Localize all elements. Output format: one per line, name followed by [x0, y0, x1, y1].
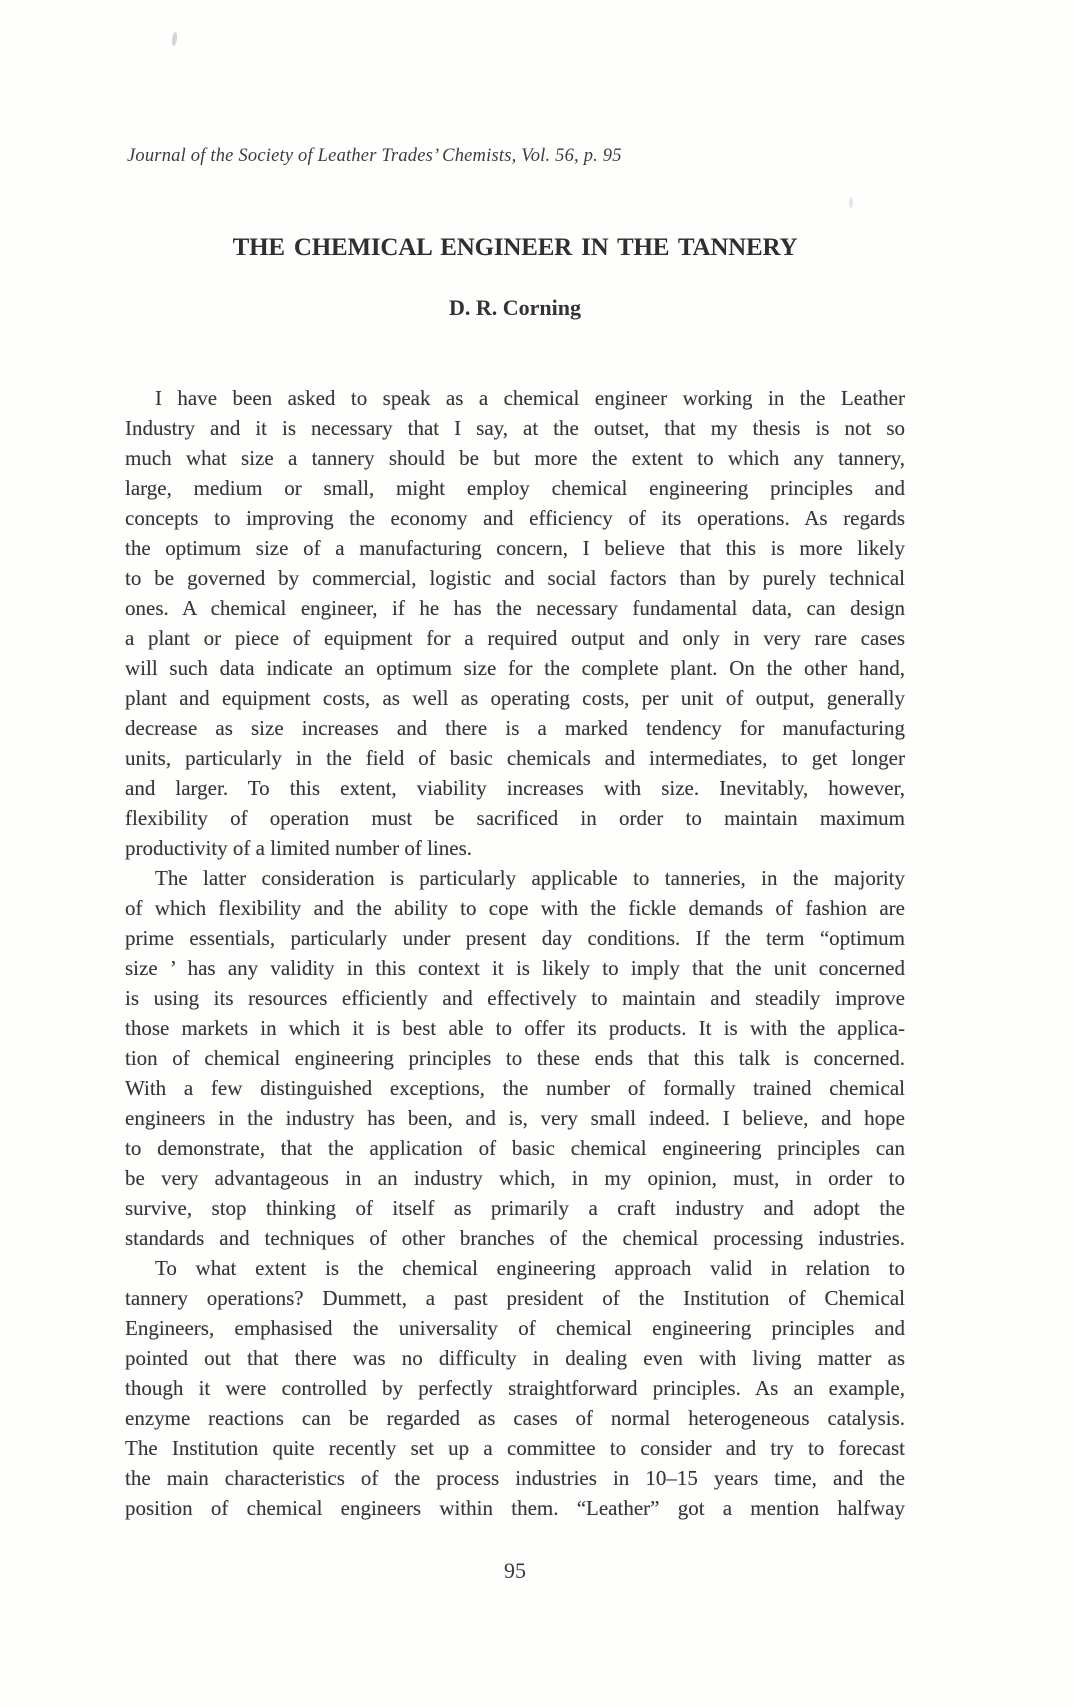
body-line: a plant or piece of equipment for a required output and only in very rare cases: [125, 626, 905, 650]
body-line: much what size a tannery should be but more the extent to which any tannery,: [125, 446, 905, 470]
body-text: [125, 383, 905, 1523]
paragraph: [125, 863, 905, 1253]
body-line: be very advantageous in an industry which, in my opinion, must, in order to: [125, 1166, 905, 1190]
body-line: of which flexibility and the ability to cope with the fickle demands of fashion are: [125, 896, 905, 920]
body-line: the main characteristics of the process industries in 10–15 years time, and the: [125, 1466, 905, 1490]
body-line: plant and equipment costs, as well as operating costs, per unit of output, generally: [125, 686, 905, 710]
body-line: though it were controlled by perfectly straightforward principles. As an example,: [125, 1376, 905, 1400]
body-line: is using its resources efficiently and effectively to maintain and steadily improve: [125, 986, 905, 1010]
page-number: 95: [504, 1558, 526, 1583]
author-name: D. R. Corning: [448, 295, 581, 320]
body-line: The Institution quite recently set up a committee to consider and try to forecast: [125, 1436, 905, 1460]
body-line: survive, stop thinking of itself as primarily a craft industry and adopt the: [125, 1196, 905, 1220]
body-line: those markets in which it is best able to offer its products. It is with the applica-: [125, 1016, 905, 1040]
body-line: decrease as size increases and there is a marked tendency for manufacturing: [125, 716, 905, 740]
body-line: enzyme reactions can be regarded as cases of normal heterogeneous catalysis.: [125, 1406, 905, 1430]
scan-speck: [171, 32, 178, 47]
body-line: With a few distinguished exceptions, the number of formally trained chemical: [125, 1076, 905, 1100]
article-title: THE CHEMICAL ENGINEER IN THE TANNERY: [232, 234, 798, 261]
body-line: tannery operations? Dummett, a past president of the Institution of Chemical: [125, 1286, 905, 1310]
body-line: Industry and it is necessary that I say, at the outset, that my thesis is not so: [125, 416, 905, 440]
body-line: tion of chemical engineering principles to these ends that this talk is concerned.: [125, 1046, 905, 1070]
body-line: will such data indicate an optimum size for the complete plant. On the other hand,: [125, 656, 905, 680]
body-line: the optimum size of a manufacturing concern, I believe that this is more likely: [125, 536, 905, 560]
body-line: engineers in the industry has been, and is, very small indeed. I believe, and hope: [125, 1106, 905, 1130]
body-line: Engineers, emphasised the universality of chemical engineering principles and: [125, 1316, 905, 1340]
body-line: and larger. To this extent, viability increases with size. Inevitably, however,: [125, 776, 905, 800]
body-line: productivity of a limited number of lines.: [125, 836, 473, 860]
body-line: ones. A chemical engineer, if he has the necessary fundamental data, can design: [125, 596, 905, 620]
body-line: prime essentials, particularly under present day conditions. If the term “optimum: [125, 926, 905, 950]
body-line: pointed out that there was no difficulty in dealing even with living matter as: [125, 1346, 905, 1370]
paragraph: [125, 383, 905, 863]
body-line: units, particularly in the field of basic chemicals and intermediates, to get longer: [125, 746, 905, 770]
body-line: To what extent is the chemical engineering approach valid in relation to: [155, 1256, 905, 1280]
body-line: standards and techniques of other branches of the chemical processing industries.: [125, 1226, 905, 1250]
body-line: large, medium or small, might employ chemical engineering principles and: [125, 476, 905, 500]
body-line: concepts to improving the economy and efficiency of its operations. As regards: [125, 506, 905, 530]
body-line: to be governed by commercial, logistic and social factors than by purely technical: [125, 566, 905, 590]
body-line: size ’ has any validity in this context it is likely to imply that the unit concerned: [125, 956, 905, 980]
paragraph: [125, 1253, 905, 1523]
body-line: position of chemical engineers within them. “Leather” got a mention halfway: [125, 1496, 905, 1520]
scan-speck: [849, 197, 853, 208]
body-line: flexibility of operation must be sacrificed in order to maintain maximum: [125, 806, 905, 830]
body-line: The latter consideration is particularly applicable to tanneries, in the majority: [155, 866, 905, 890]
journal-citation-header: Journal of the Society of Leather Trades’ Chemists, Vol. 56, p. 95: [127, 146, 622, 166]
body-line: to demonstrate, that the application of basic chemical engineering principles can: [125, 1136, 905, 1160]
body-line: I have been asked to speak as a chemical engineer working in the Leather: [155, 386, 905, 410]
